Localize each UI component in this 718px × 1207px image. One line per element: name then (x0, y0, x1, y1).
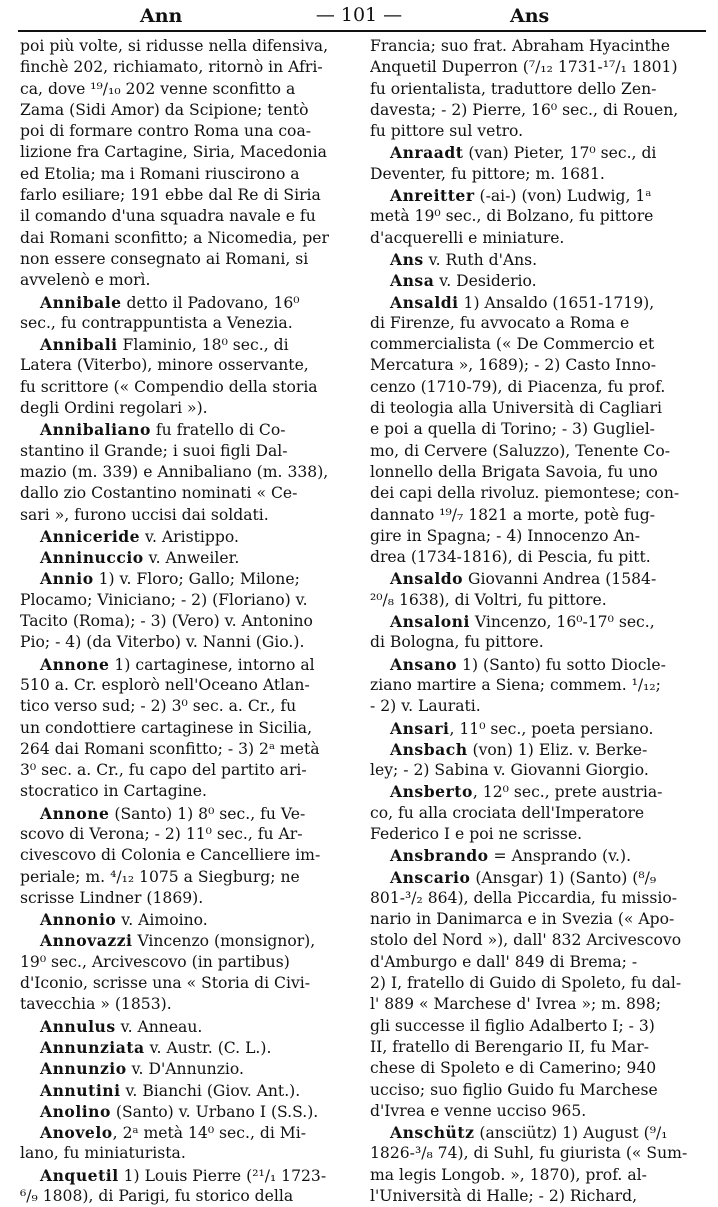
text-line: metà 19⁰ sec., di Bolzano, fu pittore (370, 207, 654, 226)
entry-line: Annibaliano fu fratello di Co- (40, 420, 286, 440)
page-number: — 101 — (315, 4, 403, 26)
text-line: e poi a quella di Torino; - 3) Gugliel- (370, 420, 655, 439)
text-line: Francia; suo frat. Abraham Hyacinthe (370, 37, 671, 55)
text-line: 264 dai Romani sconfitto; - 3) 2ᵃ metà (20, 739, 320, 758)
text-line: un condottiere cartaginese in Sicilia, (20, 718, 313, 737)
text-line: sari », furono uccisi dai soldati. (20, 505, 269, 524)
entry-line: Annonio v. Aimoino. (40, 910, 208, 930)
text-line: II, fratello di Berengario II, fu Mar- (370, 1037, 649, 1056)
text-line: ley; - 2) Sabina v. Giovanni Giorgio. (370, 761, 649, 780)
header-rule (18, 30, 706, 32)
text-line: scrisse Lindner (1869). (20, 888, 204, 907)
text-line: Plocamo; Viniciano; - 2) (Floriano) v. (20, 590, 308, 609)
right-column (370, 36, 704, 1207)
text-line: dei capi della rivoluz. piemontese; con- (370, 484, 680, 503)
text-line: d'Ivrea e venne ucciso 965. (370, 1101, 587, 1120)
text-line: di Firenze, fu avvocato a Roma e (370, 313, 630, 332)
text-line: ⁶/₉ 1808), di Parigi, fu storico della (20, 1187, 294, 1206)
text-line: Tacito (Roma); - 3) (Vero) v. Antonino (20, 612, 313, 631)
text-line: drea (1734-1816), di Pescia, fu pitt. (370, 548, 651, 567)
text-line: lonnello della Brigata Savoia, fu uno (370, 462, 658, 481)
text-line: dai Romani sconfitto; a Nicomedia, per (20, 228, 329, 247)
entry-line: Annovazzi Vincenzo (monsignor), (40, 931, 316, 951)
text-line: mazio (m. 339) e Annibaliano (m. 338), (20, 462, 329, 481)
entry-line: Annone 1) cartaginese, intorno al (40, 654, 315, 674)
text-line: fu pittore sul vetro. (370, 122, 524, 141)
text-line: dallo zio Costantino nominati « Ce- (20, 484, 298, 503)
text-line: d'Iconio, scrisse una « Storia di Civi- (20, 974, 311, 993)
text-line: stocratico in Cartagine. (20, 782, 207, 801)
text-line: 3⁰ sec. a. Cr., fu capo del partito ari- (20, 761, 307, 780)
text-line: Federico I e poi ne scrisse. (370, 824, 583, 843)
text-line: stantino il Grande; i suoi figli Dal- (20, 441, 288, 460)
entry-line: Ans v. Ruth d'Ans. (390, 249, 538, 269)
text-line: ma legis Longob. », 1870), prof. al- (370, 1165, 647, 1184)
entry-line: Annibali Flaminio, 18⁰ sec., di (40, 335, 289, 355)
text-line: gli successe il figlio Adalberto I; - 3) (370, 1016, 655, 1035)
entry-line: Ansbrando = Ansprando (v.). (390, 846, 632, 866)
text-line: co, fu alla crociata dell'Imperatore (370, 803, 645, 822)
text-line: di Bologna, fu pittore. (370, 633, 544, 652)
header-left-guideword: Ann (140, 5, 183, 27)
entry-line: Annulus v. Anneau. (40, 1016, 203, 1036)
text-line: civescovo di Colonia e Cancelliere im- (20, 846, 321, 865)
text-line: commercialista (« De Commercio et (370, 335, 655, 354)
text-line: Deventer, fu pittore; m. 1681. (370, 164, 605, 183)
text-line: 510 a. Cr. esplorò nell'Oceano Atlan- (20, 675, 310, 694)
text-line: lano, fu miniaturista. (20, 1144, 186, 1163)
text-line: ca, dove ¹⁹/₁₀ 202 venne sconfitto a (20, 79, 296, 98)
text-line: gire in Spagna; - 4) Innocenzo An- (370, 526, 641, 545)
entry-line: Annutini v. Bianchi (Giov. Ant.). (40, 1080, 301, 1100)
text-line: d'acquerelli e miniature. (370, 228, 565, 247)
text-line: ziano martire a Siena; commem. ¹/₁₂; (370, 675, 661, 694)
entry-line: Anschütz (ansciütz) 1) August (⁹/₁ (390, 1123, 668, 1143)
entry-line: Anovelo, 2ᵃ metà 14⁰ sec., di Mi- (40, 1123, 307, 1143)
text-line: farlo esiliare; 191 ebbe dal Re di Siria (20, 186, 321, 205)
entry-line: Annunzio v. D'Annunzio. (40, 1059, 244, 1079)
entry-line: Anreitter (-ai-) (von) Ludwig, 1ᵃ (390, 186, 652, 206)
text-line: d'Amburgo e dall' 849 di Brema; - (370, 952, 638, 971)
text-line: davesta; - 2) Pierre, 16⁰ sec., di Rouen, (370, 100, 679, 119)
text-line: poi più volte, si ridusse nella difensiva, (20, 37, 329, 55)
entry-line: Ansaldi 1) Ansaldo (1651-1719), (390, 292, 655, 312)
entry-line: Ansaloni Vincenzo, 16⁰-17⁰ sec., (390, 612, 655, 632)
entry-line: Anninuccio v. Anweiler. (40, 548, 240, 568)
entry-line: Anniceride v. Aristippo. (40, 526, 239, 546)
text-line: non essere consegnato ai Romani, si (20, 249, 309, 268)
text-line: Anquetil Duperron (⁷/₁₂ 1731-¹⁷/₁ 1801) (370, 58, 678, 77)
entry-line: Annio 1) v. Floro; Gallo; Milone; (40, 569, 300, 589)
header-right-guideword: Ans (510, 5, 550, 27)
text-line: stolo del Nord »), dall' 832 Arcivescovo (370, 931, 682, 950)
text-line: Latera (Viterbo), minore osservante, (20, 356, 309, 375)
text-line: di teologia alla Università di Cagliari (370, 399, 662, 418)
text-line: nario in Danimarca e in Svezia (« Apo- (370, 910, 675, 929)
text-line: ucciso; suo figlio Guido fu Marchese (370, 1080, 658, 1099)
text-line: 801-³/₂ 864), della Piccardia, fu missio- (370, 888, 678, 907)
text-line: Pio; - 4) (da Viterbo) v. Nanni (Gio.). (20, 633, 305, 652)
text-line: scovo di Verona; - 2) 11⁰ sec., fu Ar- (20, 824, 303, 843)
text-line: ²⁰/₈ 1638), di Voltri, fu pittore. (370, 590, 607, 609)
entry-line: Ansari, 11⁰ sec., poeta persiano. (390, 718, 654, 738)
entry-line: Ansaldo Giovanni Andrea (1584- (390, 569, 657, 589)
text-line: l' 889 « Marchese d' Ivrea »; m. 898; (370, 995, 661, 1014)
text-line: chese di Spoleto e di Camerino; 940 (370, 1059, 657, 1078)
text-line: l'Università di Halle; - 2) Richard, (370, 1187, 638, 1206)
text-line: sec., fu contrappuntista a Venezia. (20, 313, 293, 332)
text-line: Mercatura », 1689); - 2) Casto Inno- (370, 356, 657, 375)
text-line: fu orientalista, traduttore dello Zen- (370, 79, 657, 98)
text-line: avvelenò e morì. (20, 271, 151, 290)
text-line: 19⁰ sec., Arcivescovo (in partibus) (20, 952, 290, 971)
text-line: periale; m. ⁴/₁₂ 1075 a Siegburg; ne (20, 867, 300, 886)
text-line: dannato ¹⁹/₇ 1821 a morte, potè fug- (370, 505, 656, 524)
text-line: mo, di Cervere (Saluzzo), Tenente Co- (370, 441, 670, 460)
entry-line: Ansbach (von) 1) Eliz. v. Berke- (390, 739, 648, 759)
text-line: - 2) v. Laurati. (370, 697, 481, 716)
entry-line: Ansano 1) (Santo) fu sotto Diocle- (390, 654, 666, 674)
entry-line: Anraadt (van) Pieter, 17⁰ sec., di (390, 143, 657, 163)
text-line: cenzo (1710-79), di Piacenza, fu prof. (370, 377, 666, 396)
text-line: il comando d'una squadra navale e fu (20, 207, 316, 226)
text-line: lizione fra Cartagine, Siria, Macedonia (20, 143, 327, 162)
text-line: tavecchia » (1853). (20, 995, 172, 1014)
text-line: ed Etolia; ma i Romani riuscirono a (20, 164, 300, 183)
entry-line: Ansa v. Desiderio. (390, 271, 537, 291)
text-line: poi di formare contro Roma una coa- (20, 122, 312, 141)
entry-line: Ansberto, 12⁰ sec., prete austria- (390, 782, 663, 802)
text-line: tico verso sud; - 2) 3⁰ sec. a. Cr., fu (20, 697, 297, 716)
entry-line: Anquetil 1) Louis Pierre (²¹/₁ 1723- (40, 1165, 327, 1185)
text-line: degli Ordini regolari »). (20, 399, 208, 418)
text-line: fu scrittore (« Compendio della storia (20, 377, 318, 396)
entry-line: Anolino (Santo) v. Urbano I (S.S.). (40, 1101, 319, 1121)
text-line: finchè 202, richiamato, ritornò in Afri- (20, 58, 323, 77)
entry-line: Anscario (Ansgar) 1) (Santo) (⁸/₉ (390, 867, 657, 887)
entry-line: Annunziata v. Austr. (C. L.). (40, 1037, 272, 1057)
entry-line: Annone (Santo) 1) 8⁰ sec., fu Ve- (40, 803, 306, 823)
running-header (0, 0, 718, 32)
text-line: Zama (Sidi Amor) da Scipione; tentò (20, 100, 309, 119)
entry-line: Annibale detto il Padovano, 16⁰ (40, 292, 300, 312)
left-column (20, 36, 354, 1207)
text-line: 2) I, fratello di Guido di Spoleto, fu dal- (370, 974, 682, 993)
text-line: 1826-³/₈ 74), di Suhl, fu giurista (« Sum- (370, 1144, 688, 1163)
